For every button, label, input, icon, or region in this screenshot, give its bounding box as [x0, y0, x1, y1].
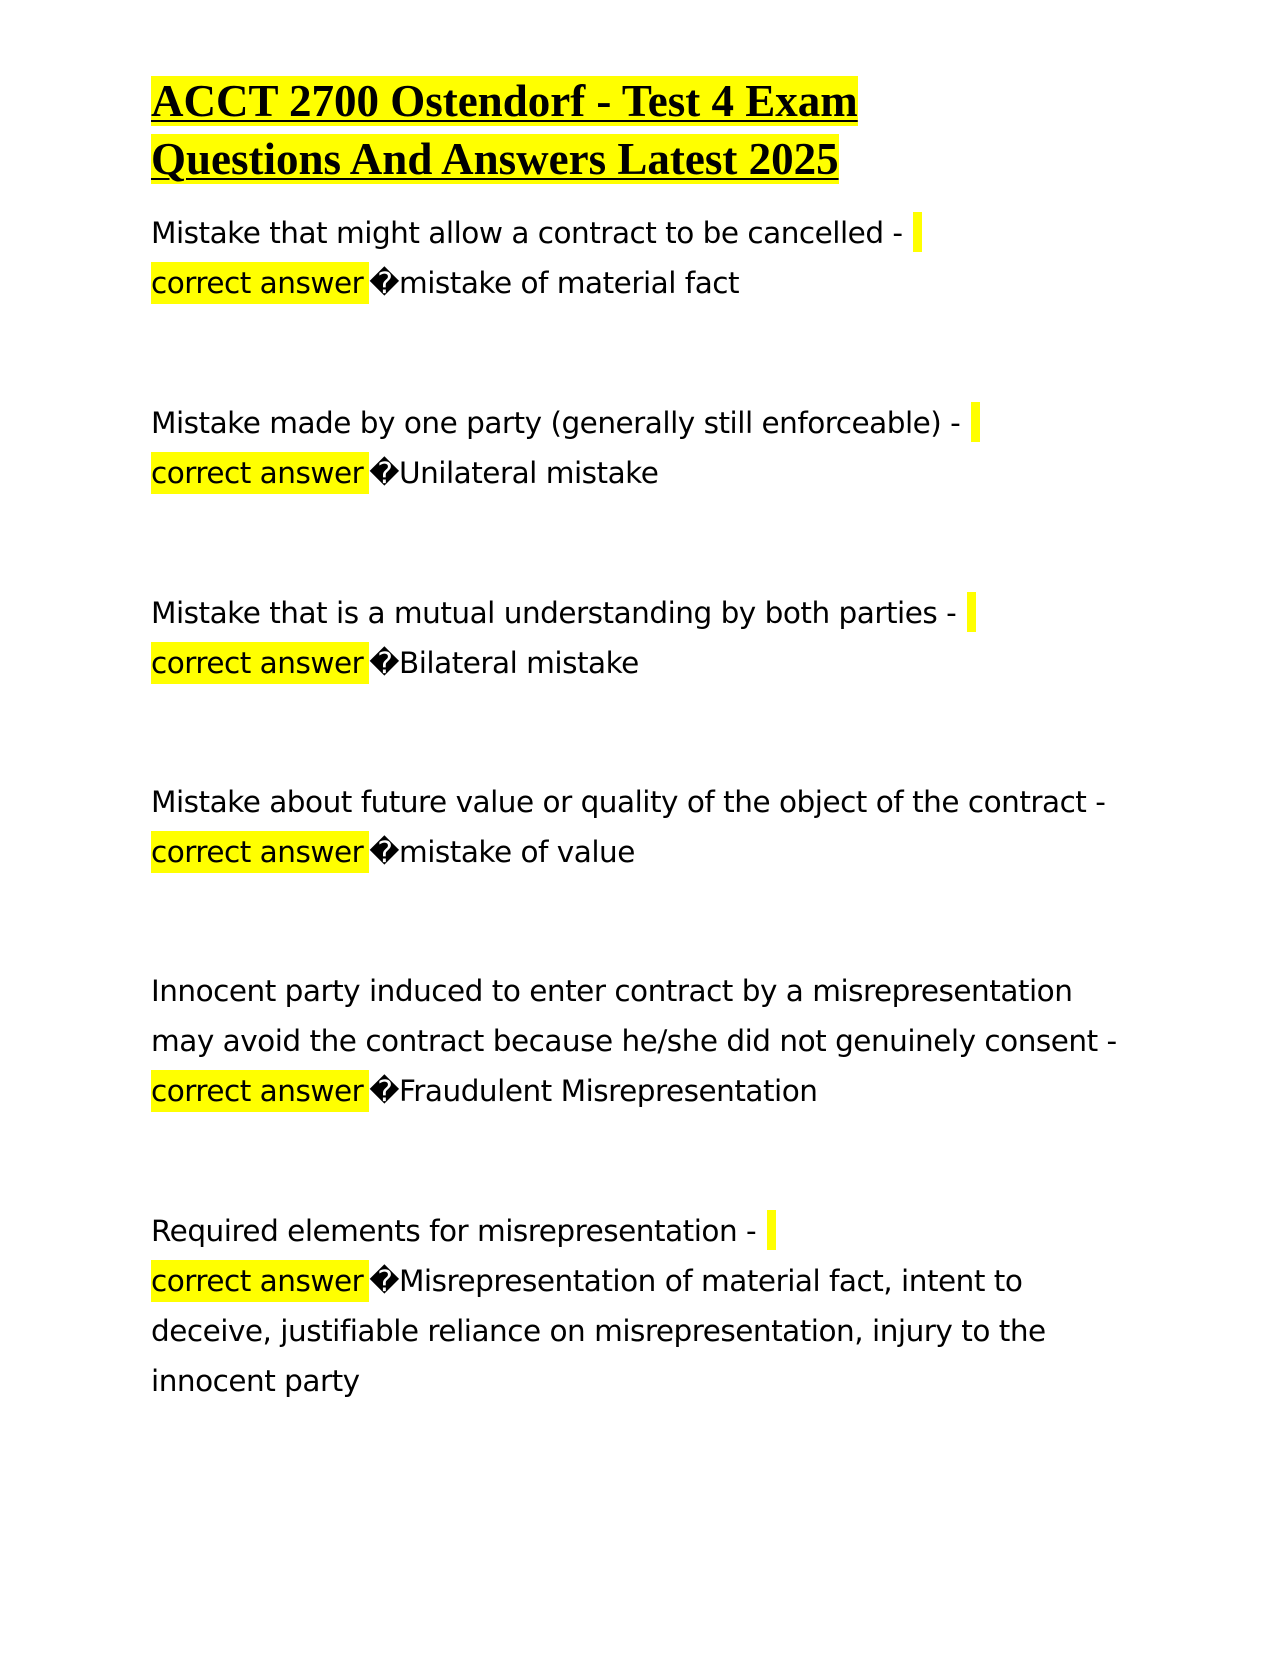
qa-item-4	[151, 777, 1131, 877]
answer-marker-icon: �	[369, 456, 399, 490]
highlight-mark	[971, 402, 980, 442]
highlight-mark	[913, 212, 922, 252]
answer-marker-icon: �	[369, 646, 399, 680]
answer-text: Unilateral mistake	[398, 456, 659, 490]
question-line	[151, 966, 1131, 1016]
question-text: Required elements for misrepresentation -	[151, 1214, 766, 1248]
question-line	[151, 588, 1131, 638]
answer-text: mistake of material fact	[398, 266, 740, 300]
answer-text: deceive, justifiable reliance on misrepresentation, injury to the	[151, 1314, 1046, 1348]
answer-label: correct answer	[151, 831, 369, 873]
title-line-2: Questions And Answers Latest 2025	[151, 134, 839, 184]
answer-text: Misrepresentation of material fact, intent to	[398, 1264, 1023, 1298]
answer-label: correct answer	[151, 452, 369, 494]
answer-text: mistake of value	[398, 835, 635, 869]
question-line	[151, 777, 1131, 827]
answer-line	[151, 258, 1131, 308]
answer-label: correct answer	[151, 1260, 369, 1302]
question-text: Mistake that might allow a contract to be cancelled -	[151, 216, 912, 250]
question-text: Innocent party induced to enter contract by a misrepresentation	[151, 974, 1073, 1008]
answer-text: innocent party	[151, 1364, 360, 1398]
title-line-1: ACCT 2700 Ostendorf - Test 4 Exam	[151, 76, 858, 126]
answer-line	[151, 638, 1131, 688]
answer-line	[151, 1256, 1131, 1306]
answer-line	[151, 1066, 1131, 1116]
question-text: Mistake about future value or quality of the object of the contract -	[151, 785, 1106, 819]
answer-text: Fraudulent Misrepresentation	[398, 1074, 818, 1108]
answer-text: Bilateral mistake	[398, 646, 639, 680]
qa-item-3	[151, 588, 1131, 688]
answer-label: correct answer	[151, 1070, 369, 1112]
highlight-mark	[967, 592, 976, 632]
question-text: Mistake made by one party (generally still enforceable) -	[151, 406, 970, 440]
qa-item-6	[151, 1206, 1131, 1406]
answer-line	[151, 1356, 1131, 1406]
question-text: Mistake that is a mutual understanding by both parties -	[151, 596, 966, 630]
question-line	[151, 398, 1131, 448]
answer-marker-icon: �	[369, 266, 399, 300]
answer-line	[151, 448, 1131, 498]
answer-line	[151, 1306, 1131, 1356]
question-text: may avoid the contract because he/she did not genuinely consent -	[151, 1024, 1117, 1058]
qa-item-2	[151, 398, 1131, 498]
qa-item-5	[151, 966, 1131, 1116]
question-line	[151, 208, 1131, 258]
answer-label: correct answer	[151, 642, 369, 684]
highlight-mark	[767, 1210, 776, 1250]
answer-line	[151, 827, 1131, 877]
answer-marker-icon: �	[369, 1264, 399, 1298]
document-title	[151, 72, 1051, 188]
question-line	[151, 1016, 1131, 1066]
question-line	[151, 1206, 1131, 1256]
answer-label: correct answer	[151, 262, 369, 304]
qa-item-1	[151, 208, 1131, 308]
answer-marker-icon: �	[369, 1074, 399, 1108]
answer-marker-icon: �	[369, 835, 399, 869]
